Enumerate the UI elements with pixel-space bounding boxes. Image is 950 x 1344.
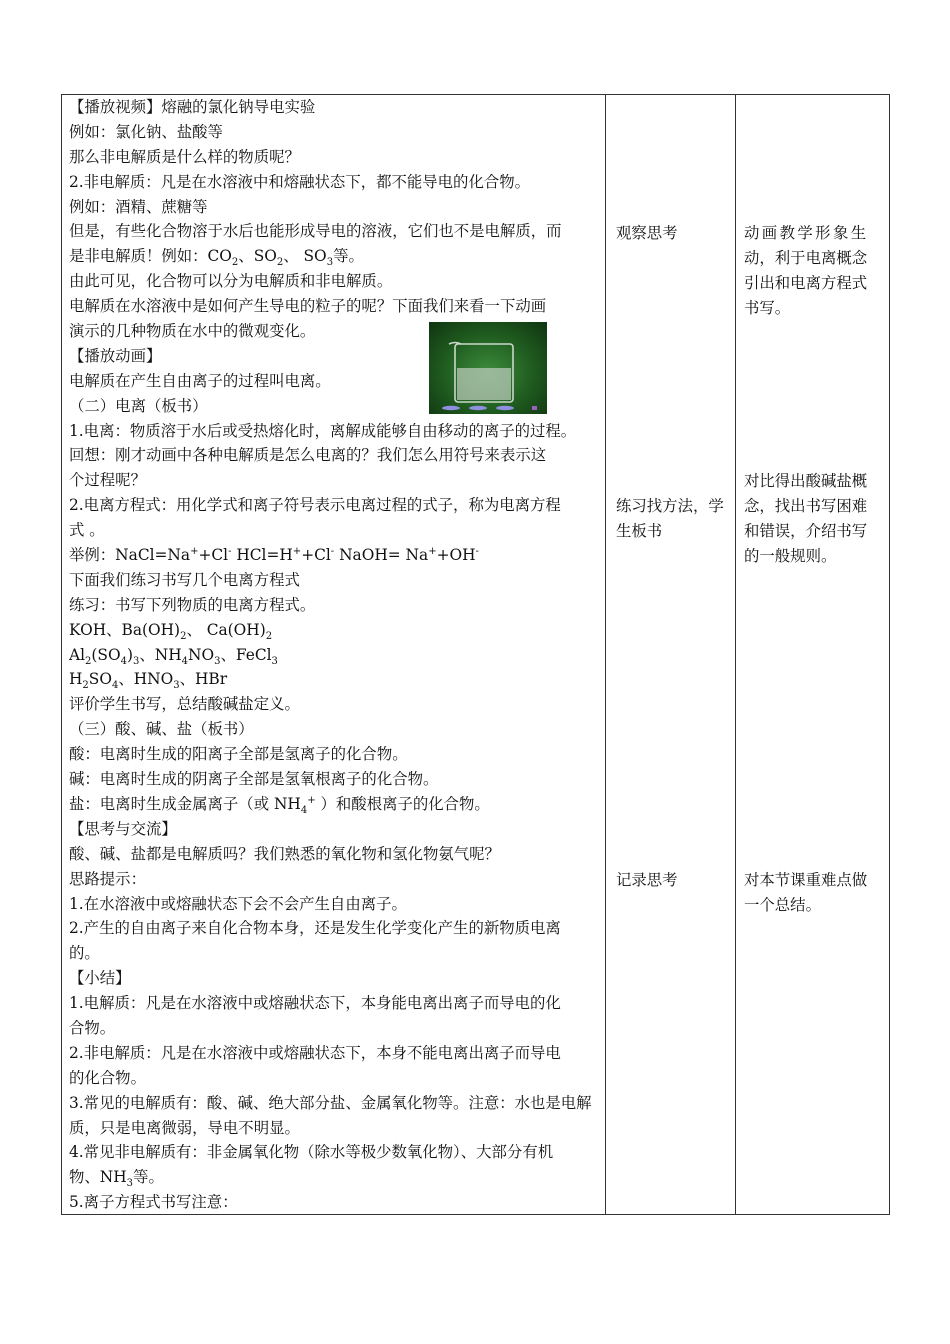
student-activity-text: 练习找方法，学 bbox=[616, 497, 724, 515]
column-divider bbox=[735, 95, 736, 1214]
content-line bbox=[69, 244, 601, 269]
content-text: 2.产生的自由离子来自化合物本身，还是发生化学变化产生的新物质电离 bbox=[69, 919, 561, 938]
content-text: 2.非电解质：凡是在水溶液中或熔融状态下，本身不能电离出离子而导电 bbox=[69, 1043, 561, 1062]
content-text: 是非电解质！例如：CO bbox=[69, 247, 232, 266]
content-text: （三）酸、碱、盐（板书） bbox=[69, 720, 254, 739]
content-line bbox=[69, 916, 601, 941]
content-line bbox=[69, 443, 601, 468]
content-text: 【播放动画】 bbox=[69, 346, 162, 365]
design-intent-3 bbox=[744, 868, 882, 918]
content-text: 1.电解质：凡是在水溶液中或熔融状态下，本身能电离出离子而导电的化 bbox=[69, 994, 561, 1013]
content-text: 5.离子方程式书写注意： bbox=[69, 1193, 238, 1212]
content-text: 、 SO bbox=[283, 247, 327, 266]
content-text: + bbox=[292, 546, 302, 558]
content-text: 演示的几种物质在水中的微观变化。 bbox=[69, 322, 316, 341]
electrolysis-animation-image bbox=[429, 322, 547, 414]
content-text: - bbox=[330, 546, 335, 558]
design-intent-text: 对比得出酸碱盐概 bbox=[744, 472, 868, 490]
content-text: 4 bbox=[111, 680, 119, 692]
content-line bbox=[69, 1116, 601, 1141]
content-text: 3 bbox=[326, 257, 334, 269]
content-text: + bbox=[428, 546, 437, 558]
design-intent-text: 和错误，介绍书写 bbox=[744, 522, 868, 540]
content-text: ) bbox=[126, 645, 133, 664]
content-text: 4 bbox=[181, 655, 189, 667]
content-line bbox=[69, 892, 601, 917]
content-text: - bbox=[475, 546, 479, 558]
content-line bbox=[69, 717, 601, 742]
content-line bbox=[69, 1041, 601, 1066]
design-intent-text: 动画教学形象生 bbox=[744, 224, 869, 242]
teaching-content-column bbox=[69, 95, 601, 1215]
content-line bbox=[69, 618, 601, 643]
content-line bbox=[69, 493, 601, 518]
content-text: 3 bbox=[271, 655, 278, 667]
content-text: 酸、碱、盐都是电解质吗？我们熟悉的氧化物和氢化物氨气呢？ bbox=[69, 844, 500, 863]
content-text: 2 bbox=[231, 257, 239, 269]
content-text: 4 bbox=[300, 804, 308, 816]
content-text: 物、NH bbox=[69, 1168, 127, 1187]
design-intent-1 bbox=[744, 221, 882, 321]
student-activity-2 bbox=[616, 494, 736, 544]
content-text: （二）电离（板书） bbox=[69, 396, 208, 415]
content-text: 合物。 bbox=[69, 1018, 116, 1037]
content-text: 1.在水溶液中或熔融状态下会不会产生自由离子。 bbox=[69, 894, 407, 913]
content-line bbox=[69, 1190, 601, 1215]
content-text: ）和酸根离子的化合物。 bbox=[315, 794, 490, 813]
content-text: SO bbox=[88, 670, 112, 689]
content-text: 、FeCl bbox=[220, 645, 272, 664]
content-text: 4.常见非电解质有：非金属氧化物（除水等极少数氧化物）、大部分有机 bbox=[69, 1143, 554, 1162]
content-text: 思路提示： bbox=[69, 869, 146, 888]
content-text: Al bbox=[69, 645, 86, 664]
content-text: +Cl bbox=[301, 546, 331, 565]
content-text: 【播放视频】熔融的氯化钠导电实验 bbox=[69, 98, 316, 116]
design-intent-text: 的一般规则。 bbox=[744, 547, 837, 565]
content-text: NaOH= Na bbox=[334, 546, 429, 565]
content-text: 【小结】 bbox=[69, 969, 131, 988]
content-text: NO bbox=[188, 645, 215, 664]
content-line bbox=[69, 991, 601, 1016]
beaker-icon bbox=[429, 322, 547, 414]
content-line bbox=[69, 742, 601, 767]
content-text: 式 。 bbox=[69, 521, 105, 540]
content-text: 由此可见，化合物可以分为电解质和非电解质。 bbox=[69, 272, 393, 291]
content-text: 2 bbox=[85, 655, 92, 667]
content-line bbox=[69, 1140, 601, 1165]
content-text: 2.电离方程式：用化学式和离子符号表示电离过程的式子，称为电离方程 bbox=[69, 496, 561, 515]
content-line bbox=[69, 419, 601, 444]
content-text: 盐：电离时生成金属离子（或 NH bbox=[69, 794, 301, 813]
content-text: 回想：刚才动画中各种电解质是怎么电离的？我们怎么用符号来表示这 bbox=[69, 446, 547, 465]
content-line bbox=[69, 1091, 601, 1116]
design-intent-text: 对本节课重难点做 bbox=[744, 871, 868, 889]
content-text: HCl=H bbox=[231, 546, 293, 565]
content-line bbox=[69, 1165, 601, 1190]
content-text: + bbox=[307, 794, 316, 806]
content-line bbox=[69, 842, 601, 867]
student-activity-text: 观察思考 bbox=[616, 224, 678, 242]
lesson-table bbox=[61, 94, 890, 1215]
content-text: 、NH bbox=[139, 645, 182, 664]
content-line bbox=[69, 568, 601, 593]
content-text: 【思考与交流】 bbox=[69, 819, 177, 838]
content-line bbox=[69, 593, 601, 618]
content-text: 1.电离：物质溶于水后或受热熔化时，离解成能够自由移动的离子的过程。 bbox=[69, 421, 577, 440]
content-text: H bbox=[69, 670, 83, 689]
content-line bbox=[69, 219, 601, 244]
content-text: 举例：NaCl=Na bbox=[69, 546, 191, 565]
content-text: 的。 bbox=[69, 944, 100, 963]
design-intent-text: 一个总结。 bbox=[744, 896, 821, 914]
design-intent-text: 引出和电离方程式 bbox=[744, 274, 868, 292]
content-line bbox=[69, 468, 601, 493]
content-text: 、 Ca(OH) bbox=[186, 620, 266, 639]
content-text: +Cl bbox=[198, 546, 229, 565]
content-line bbox=[69, 145, 601, 170]
content-line bbox=[69, 1066, 601, 1091]
content-text: 例如：氯化钠、盐酸等 bbox=[69, 122, 223, 141]
content-text: 3 bbox=[214, 655, 221, 667]
content-text: 2 bbox=[82, 680, 89, 692]
content-text: 、HNO bbox=[118, 670, 174, 689]
content-text: 电解质在水溶液中是如何产生导电的粒子的呢？下面我们来看一下动画 bbox=[69, 297, 547, 316]
content-text: 、SO bbox=[238, 247, 277, 266]
content-text: 电解质在产生自由离子的过程叫电离。 bbox=[69, 371, 331, 390]
content-line bbox=[69, 941, 601, 966]
content-text: 等。 bbox=[133, 1168, 164, 1187]
content-text: (SO bbox=[91, 645, 121, 664]
content-line bbox=[69, 170, 601, 195]
content-text: 4 bbox=[120, 655, 127, 667]
column-divider bbox=[605, 95, 606, 1214]
content-text: 2.非电解质：凡是在水溶液中和熔融状态下，都不能导电的化合物。 bbox=[69, 172, 531, 191]
design-intent-text: 念，找出书写困难 bbox=[744, 497, 868, 515]
content-line bbox=[69, 543, 601, 568]
content-text: 、HBr bbox=[179, 670, 228, 689]
student-activity-text: 生板书 bbox=[616, 522, 663, 540]
content-text: 下面我们练习书写几个电离方程式 bbox=[69, 570, 300, 589]
content-text: - bbox=[228, 546, 232, 558]
design-intent-text: 动，利于电离概念 bbox=[744, 249, 868, 267]
content-text: +OH bbox=[436, 546, 476, 565]
content-text: + bbox=[190, 546, 199, 558]
content-text: 质，只是电离微弱，导电不明显。 bbox=[69, 1118, 300, 1137]
content-line bbox=[69, 294, 601, 319]
student-activity-1 bbox=[616, 221, 736, 246]
content-line bbox=[69, 643, 601, 668]
content-text: 2 bbox=[265, 630, 273, 642]
content-text: 碱：电离时生成的阴离子全部是氢氧根离子的化合物。 bbox=[69, 770, 439, 789]
content-text: 酸：电离时生成的阳离子全部是氢离子的化合物。 bbox=[69, 745, 408, 764]
content-text: 个过程呢？ bbox=[69, 471, 146, 490]
content-line bbox=[69, 120, 601, 145]
content-text: 但是，有些化合物溶于水后也能形成导电的溶液，它们也不是电解质，而 bbox=[69, 222, 562, 241]
content-line bbox=[69, 518, 601, 543]
content-text: 3 bbox=[173, 680, 180, 692]
content-text: 评价学生书写，总结酸碱盐定义。 bbox=[69, 695, 300, 714]
content-text: 3 bbox=[132, 655, 140, 667]
content-text: 练习：书写下列物质的电离方程式。 bbox=[69, 595, 316, 614]
content-line bbox=[69, 867, 601, 892]
design-intent-text: 书写。 bbox=[744, 299, 791, 317]
content-text: 的化合物。 bbox=[69, 1068, 146, 1087]
student-activity-text: 记录思考 bbox=[616, 871, 678, 889]
content-text: 那么非电解质是什么样的物质呢？ bbox=[69, 147, 300, 166]
content-text: 2 bbox=[276, 257, 284, 269]
content-text: 2 bbox=[180, 630, 187, 642]
content-line bbox=[69, 966, 601, 991]
content-line bbox=[69, 95, 601, 120]
content-text: 例如：酒精、蔗糖等 bbox=[69, 197, 208, 216]
content-line bbox=[69, 692, 601, 717]
content-line bbox=[69, 667, 601, 692]
content-line bbox=[69, 269, 601, 294]
content-text: KOH、Ba(OH) bbox=[69, 620, 181, 639]
design-intent-2 bbox=[744, 469, 882, 569]
content-line bbox=[69, 195, 601, 220]
content-line bbox=[69, 817, 601, 842]
content-text: 3 bbox=[126, 1178, 134, 1190]
content-line bbox=[69, 1016, 601, 1041]
content-text: 3.常见的电解质有：酸、碱、绝大部分盐、金属氧化物等。注意：水也是电解 bbox=[69, 1093, 592, 1112]
content-line bbox=[69, 767, 601, 792]
student-activity-3 bbox=[616, 868, 736, 893]
content-line bbox=[69, 792, 601, 817]
content-text: 等。 bbox=[333, 247, 364, 266]
